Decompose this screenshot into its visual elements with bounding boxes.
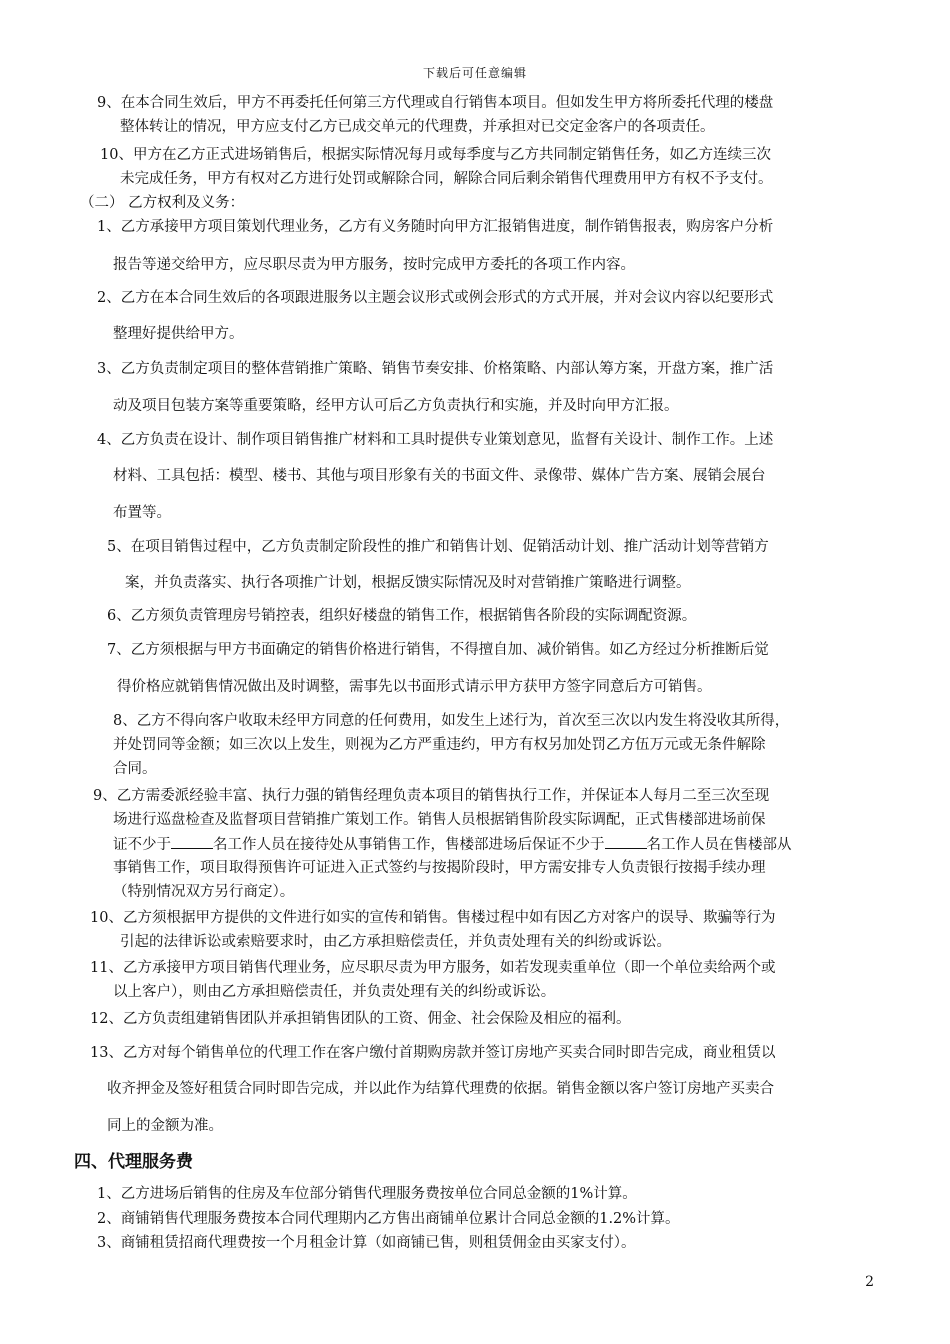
clause-text: 2、乙方在本合同生效后的各项跟进服务以主题会议形式或例会形式的方式开展，并对会议内容以纪要形式 <box>97 290 774 306</box>
clause-text: 13、乙方对每个销售单位的代理工作在客户缴付首期购房款并签订房地产买卖合同时即告完成，商业租赁以 <box>90 1045 776 1061</box>
clause-text: 整理好提供给甲方。 <box>113 326 244 342</box>
clause-text: 收齐押金及签好租赁合同时即告完成，并以此作为结算代理费的依据。销售金额以客户签订房地产买卖合 <box>107 1081 774 1097</box>
clause-text: （特别情况双方另行商定）。 <box>113 884 295 900</box>
clause-text: 案，并负责落实、执行各项推广计划，根据反馈实际情况及时对营销推广策略进行调整。 <box>125 575 691 591</box>
clause-text: 整体转让的情况，甲方应支付乙方已成交单元的代理费，并承担对已交定金客户的各项责任。 <box>120 119 715 135</box>
clause-text: 报告等递交给甲方，应尽职尽责为甲方服务，按时完成甲方委托的各项工作内容。 <box>113 257 635 273</box>
clause-text: 1、乙方承接甲方项目策划代理业务，乙方有义务随时向甲方汇报销售进度，制作销售报表，购房客户分析 <box>97 219 774 235</box>
clause-text: 11、乙方承接甲方项目销售代理业务，应尽职尽责为甲方服务，如若发现卖重单位（即一个单位卖给两个或 <box>90 960 776 976</box>
clause-text: 未完成任务，甲方有权对乙方进行处罚或解除合同，解除合同后剩余销售代理费用甲方有权不予支付。 <box>120 171 773 187</box>
fill-blank-line <box>605 834 647 849</box>
section-title: 四、代理服务费 <box>74 1152 193 1172</box>
clause-text: 3、乙方负责制定项目的整体营销推广策略、销售节奏安排、价格策略、内部认筹方案，开盘方案，推广活 <box>97 361 774 377</box>
clause-text: 场进行巡盘检查及监督项目营销推广策划工作。销售人员根据销售阶段实际调配，正式售楼部进场前保 <box>113 812 766 828</box>
clause-fragment: 证不少于 <box>113 837 171 853</box>
clause-text: 材料、工具包括：模型、楼书、其他与项目形象有关的书面文件、录像带、媒体广告方案、展销会展台 <box>113 468 766 484</box>
clause-text: 引起的法律诉讼或索赔要求时，由乙方承担赔偿责任，并负责处理有关的纠纷或诉讼。 <box>120 934 671 950</box>
clause-text: 9、乙方需委派经验丰富、执行力强的销售经理负责本项目的销售执行工作，并保证本人每月二至三次至现 <box>93 788 770 804</box>
clause-fragment: 名工作人员在售楼部从 <box>646 837 792 853</box>
clause-text: 动及项目包装方案等重要策略，经甲方认可后乙方负责执行和实施，并及时向甲方汇报。 <box>113 398 679 414</box>
clause-text: 合同。 <box>113 761 157 777</box>
fill-blank-line <box>171 834 213 849</box>
clause-text: 10、乙方须根据甲方提供的文件进行如实的宣传和销售。售楼过程中如有因乙方对客户的误导、欺骗等行为 <box>90 910 776 926</box>
fee-item: 3、商铺租赁招商代理费按一个月租金计算（如商铺已售，则租赁佣金由买家支付）。 <box>97 1235 636 1251</box>
clause-text: 7、乙方须根据与甲方书面确定的销售价格进行销售，不得擅自加、减价销售。如乙方经过分析推断后觉 <box>107 642 769 658</box>
clause-text: 4、乙方负责在设计、制作项目销售推广材料和工具时提供专业策划意见，监督有关设计、制作工作。上述 <box>97 432 774 448</box>
clause-text: 得价格应就销售情况做出及时调整，需事先以书面形式请示甲方获甲方签字同意后方可销售。 <box>117 679 712 695</box>
clause-text: 5、在项目销售过程中，乙方负责制定阶段性的推广和销售计划、促销活动计划、推广活动计划等营销方 <box>107 539 769 555</box>
clause-text: 10、甲方在乙方正式进场销售后，根据实际情况每月或每季度与乙方共同制定销售任务，如乙方连续三次 <box>100 147 771 163</box>
clause-fragment: 名工作人员在接待处从事销售工作，售楼部进场后保证不少于 <box>213 837 605 853</box>
clause-text: 6、乙方须负责管理房号销控表，组织好楼盘的销售工作，根据销售各阶段的实际调配资源。 <box>107 608 697 624</box>
clause-text: 12、乙方负责组建销售团队并承担销售团队的工资、佣金、社会保险及相应的福利。 <box>90 1011 631 1027</box>
clause-text: 同上的金额为准。 <box>107 1118 223 1134</box>
clause-text: 事销售工作，项目取得预售许可证进入正式签约与按揭阶段时，甲方需安排专人负责银行按揭手续办理 <box>113 860 766 876</box>
page-number: 2 <box>865 1274 874 1290</box>
page-header: 下载后可任意编辑 <box>422 66 527 80</box>
clause-text: 布置等。 <box>113 505 171 521</box>
fee-item: 2、商铺销售代理服务费按本合同代理期内乙方售出商铺单位累计合同总金额的1.2%计算。 <box>97 1211 680 1227</box>
clause-text: 9、在本合同生效后，甲方不再委托任何第三方代理或自行销售本项目。但如发生甲方将所委托代理的楼盘 <box>97 95 774 111</box>
clause-text: 并处罚同等金额；如三次以上发生，则视为乙方严重违约，甲方有权另加处罚乙方伍万元或无条件解除 <box>113 737 766 753</box>
clause-text-with-blanks <box>113 834 792 855</box>
section-heading: （二） 乙方权利及义务： <box>80 195 245 211</box>
clause-text: 8、乙方不得向客户收取未经甲方同意的任何费用，如发生上述行为，首次至三次以内发生将没收其所得， <box>113 713 790 729</box>
fee-item: 1、乙方进场后销售的住房及车位部分销售代理服务费按单位合同总金额的1%计算。 <box>97 1186 637 1202</box>
clause-text: 以上客户），则由乙方承担赔偿责任，并负责处理有关的纠纷或诉讼。 <box>113 984 556 1000</box>
